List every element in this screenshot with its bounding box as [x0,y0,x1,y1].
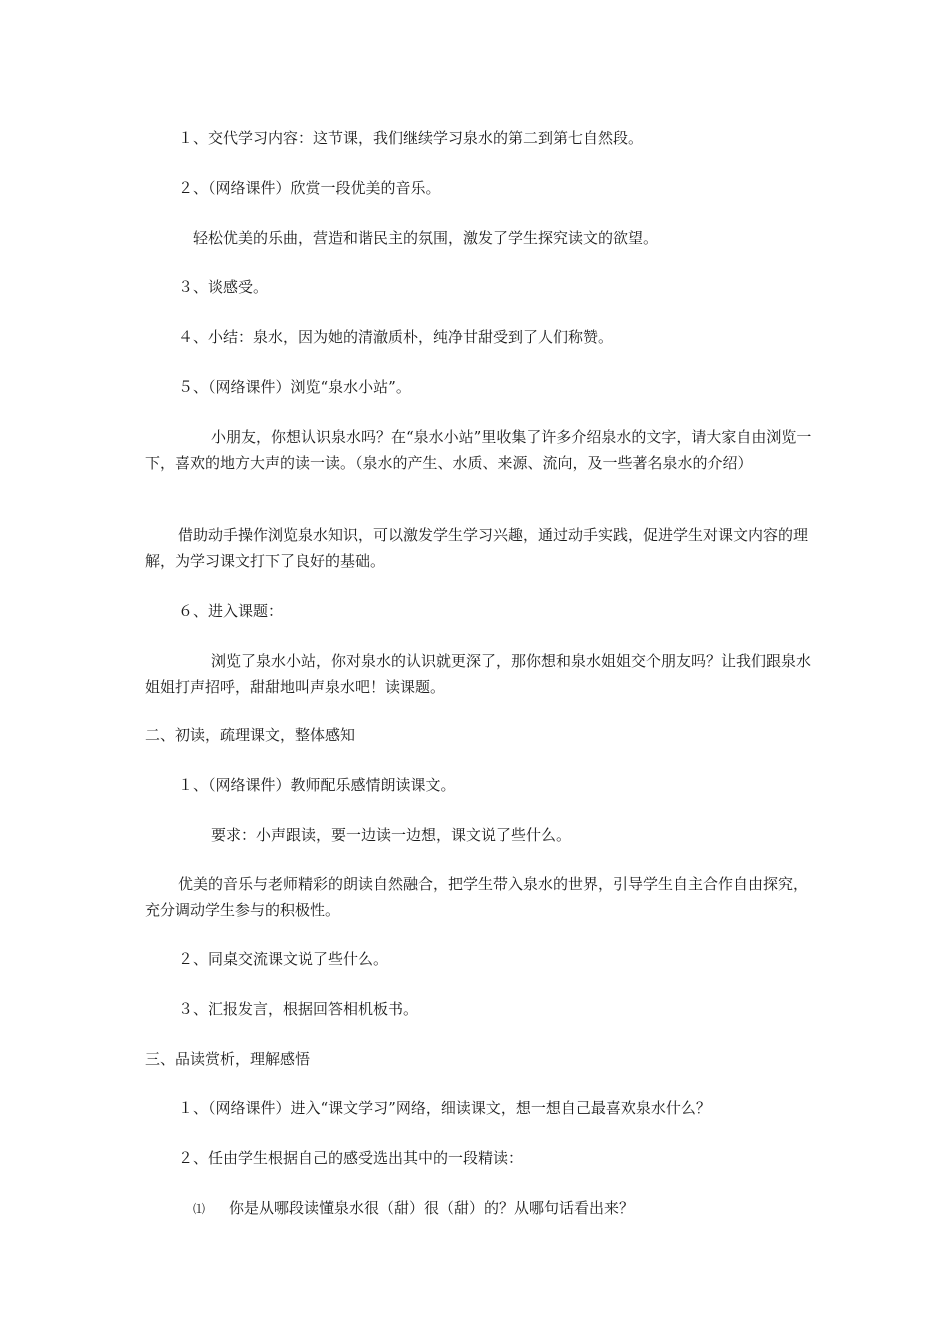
section-heading-2: 二、初读，疏理课文，整体感知 [145,726,356,744]
paragraph-item-4: ４、小结：泉水，因为她的清澈质朴，纯净甘甜受到了人们称赞。 [178,328,614,346]
paragraph-design-note-2: 借助动手操作浏览泉水知识，可以激发学生学习兴趣，通过动手实践，促进学生对课文内容的理解，为学习课文打下了良好的基础。 [145,526,809,570]
paragraph-teacher-talk-2: 浏览了泉水小站，你对泉水的认识就更深了，那你想和泉水姐姐交个朋友吗？让我们跟泉水姐姐打声招呼，甜甜地叫声泉水吧！读课题。 [145,652,812,696]
section-heading-3: 三、品读赏析，理解感悟 [145,1050,311,1068]
paragraph-item-2-1: １、（网络课件）教师配乐感情朗读课文。 [178,776,456,794]
paragraph-item-5: ５、（网络课件）浏览“泉水小站”。 [178,378,411,396]
paragraph-design-note-1: 轻松优美的乐曲，营造和谐民主的氛围，激发了学生探究读文的欲望。 [193,229,659,247]
paragraph-teacher-talk-1: 小朋友，你想认识泉水吗？在“泉水小站”里收集了许多介绍泉水的文字，请大家自由浏览一下，喜欢的地方大声的读一读。（泉水的产生、水质、来源、流向，及一些著名泉水的介绍） [145,428,812,472]
paragraph-item-3-2: ２、任由学生根据自己的感受选出其中的一段精读： [178,1149,524,1167]
paragraph-item-2: ２、（网络课件）欣赏一段优美的音乐。 [178,179,441,197]
paragraph-item-3: ３、谈感受。 [178,278,269,296]
subitem-text: 你是从哪段读懂泉水很（甜）很（甜）的？从哪句话看出来？ [229,1199,635,1217]
paragraph-item-1: １、交代学习内容：这节课，我们继续学习泉水的第二到第七自然段。 [178,129,644,147]
paragraph-item-2-3: ３、汇报发言，根据回答相机板书。 [178,1000,419,1018]
paragraph-item-6: ６、进入课题： [178,602,284,620]
subitem-number: ⑴ [193,1202,206,1216]
paragraph-requirement: 要求：小声跟读，要一边读一边想，课文说了些什么。 [211,826,572,844]
paragraph-item-3-1: １、（网络课件）进入“课文学习”网络，细读课文，想一想自己最喜欢泉水什么？ [178,1099,711,1117]
paragraph-design-note-3: 优美的音乐与老师精彩的朗读自然融合，把学生带入泉水的世界，引导学生自主合作自由探究，充分调动学生参与的积极性。 [145,875,809,919]
paragraph-subitem-1 [193,1195,634,1222]
paragraph-item-2-2: ２、同桌交流课文说了些什么。 [178,950,389,968]
